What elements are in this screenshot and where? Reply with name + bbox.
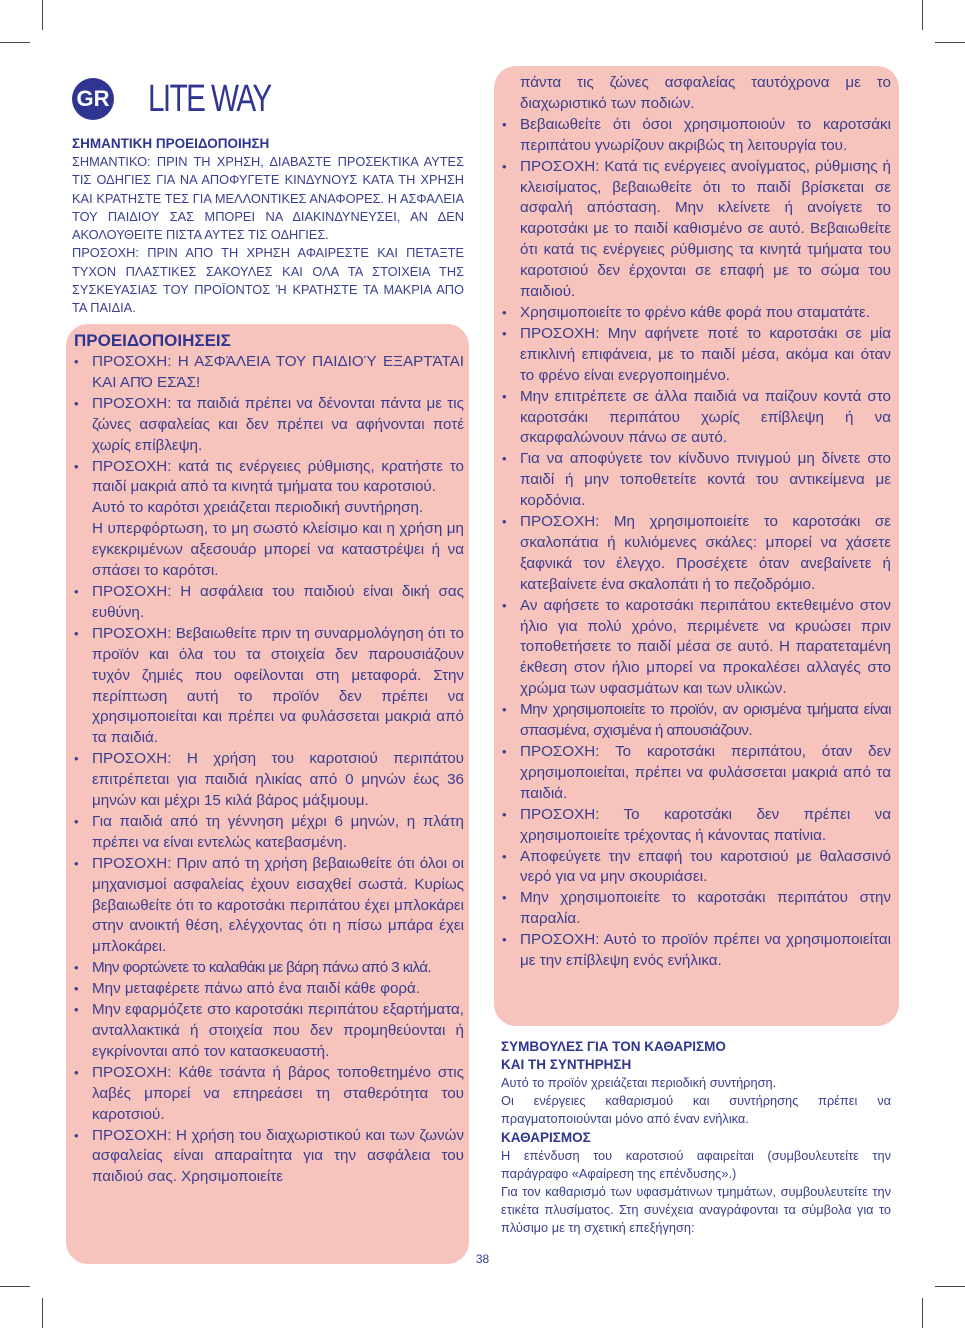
bullet-icon: • — [74, 855, 79, 871]
language-badge: GR — [72, 78, 114, 120]
cleaning-paragraph: Για τον καθαρισμό των υφασμάτινων τμημάτων, συμβουλευτείτε την ετικέτα πλυσίματος. Στη συνέχεια αναγράφονται τα σύμβολα για το πλύσιμο με τη σχετική επεξήγηση: — [501, 1184, 891, 1236]
warning-text: ΠΡΟΣΟΧΗ: Η χρήση του καροτσιού περιπάτου επιτρέπεται για παιδιά ηλικίας από 0 μηνών έως 36 μηνών και μέχρι 15 κιλά βάρος μάξιμουμ. — [92, 750, 464, 810]
crop-mark — [0, 42, 30, 43]
warning-text: Μην χρησιμοποιείτε το προϊόν, αν ορισμένα τμήματα είναι σπασμένα, σχισμένα ή απουσιάζουν. — [520, 701, 891, 740]
warning-item-continued — [502, 73, 891, 115]
crop-mark — [922, 1298, 923, 1328]
warning-text: ΠΡΟΣΟΧΗ: τα παιδιά πρέπει να δένονται πάντα με τις ζώνες ασφαλείας και δεν πρέπει να αφήνονται ποτέ χωρίς επίβλεψη. — [92, 394, 464, 454]
warning-item — [502, 303, 891, 324]
bullet-icon: • — [502, 325, 507, 341]
warning-item — [502, 157, 891, 303]
bullet-icon: • — [74, 583, 79, 599]
warning-item — [74, 1063, 464, 1126]
bullet-icon: • — [74, 751, 79, 767]
cleaning-section — [501, 1038, 891, 1238]
warning-text: Μην μεταφέρετε πάνω από ένα παιδί κάθε φορά. — [92, 980, 421, 998]
warning-item — [74, 582, 464, 624]
warning-item — [502, 115, 891, 157]
warning-text: Μην φορτώνετε το καλαθάκι με βάρη πάνω από 3 κιλά. — [92, 959, 432, 977]
warning-item — [502, 847, 891, 889]
warning-text: ΠΡΟΣΟΧΗ: Μη χρησιμοποιείτε το καροτσάκι σε σκαλοπάτια ή κυλιόμενες σκάλες: μπορεί να χάσετε ξαφνικά τον έλεγχο. Προσέχετε όταν ανεβαίνετε ή κατεβαίνετε ένα σκαλοπάτι ή το πεζοδρόμιο. — [520, 513, 891, 593]
warning-text: Για να αποφύγετε τον κίνδυνο πνιγμού μη δίνετε στο παιδί ή μην τοποθετείτε κοντά του αντικείμενα με κορδόνια. — [520, 450, 891, 510]
important-notice-paragraph: ΣΗΜΑΝΤΙΚΟ: ΠΡΙΝ ΤΗ ΧΡΗΣΗ, ΔΙΑΒΑΣΤΕ ΠΡΟΣΕΚΤΙΚΑ ΑΥΤΕΣ ΤΙΣ ΟΔΗΓΙΕΣ ΓΙΑ ΝΑ ΑΠΟΦΥΓΕΤΕ ΚΙΝΔΥΝΟΥΣ ΚΑΤΑ ΤΗ ΧΡΗΣΗ ΚΑΙ ΚΡΑΤΗΣΤΕ ΤΕΣ ΓΙΑ ΜΕΛΛΟΝΤΙΚΕΣ ΑΝΑΦΟΡΕΣ. Η ΑΣΦΑΛΕΙΑ ΤΟΥ ΠΑΙΔΙΟΥ ΣΑΣ ΜΠΟΡΕΙ ΝΑ ΔΙΑΚΙΝΔΥΝΕΥΣΕΙ, ΑΝ ΔΕΝ ΑΚΟΛΟΥΘΕΙΤΕ ΠΙΣΤΑ ΑΥΤΕΣ ΤΙΣ ΟΔΗΓΙΕΣ. — [72, 154, 464, 243]
warning-text: ΠΡΟΣΟΧΗ: Πριν από τη χρήση βεβαιωθείτε ότι όλοι οι μηχανισμοί ασφαλείας έχουν εισαχθεί σωστά. Κυρίως βεβαιωθείτε ότι το καροτσάκι περιπάτου έχει μπλοκάρει στην ανοικτή θέση, ελέγχοντας ότι η πίσω μπάρα έχει μπλοκάρει. — [92, 854, 464, 956]
warning-item — [502, 596, 891, 701]
warning-item — [502, 387, 891, 450]
warning-item — [502, 449, 891, 512]
warnings-list-left — [74, 352, 464, 1188]
warning-text: ΠΡΟΣΟΧΗ: Η ασφάλεια του παιδιού είναι δική σας ευθύνη. — [92, 582, 464, 621]
bullet-icon: • — [74, 813, 79, 829]
warning-item — [502, 700, 891, 742]
bullet-icon: • — [502, 304, 507, 320]
warning-text: ΠΡΟΣΟΧΗ: Η ΑΣΦΆΛΕΙΑ ΤΟΥ ΠΑΙΔΙΟΎ ΕΞΑΡΤΆΤΑΙ ΚΑΙ ΑΠΌ ΕΣΆΣ! — [92, 353, 464, 391]
bullet-icon: • — [74, 625, 79, 641]
warning-text: Αν αφήσετε το καροτσάκι περιπάτου εκτεθειμένο στον ήλιο για πολύ χρόνο, περιμένετε να κρυώσει πριν τοποθετήσετε το παιδί μέσα σε αυτό. Η παρατεταμένη έκθεση στον ήλιο μπορεί να προκαλέσει αλλαγές στο χρώμα των υφασμάτων και των υλικών. — [520, 596, 891, 698]
bullet-icon: • — [502, 932, 507, 948]
important-notice-paragraph: ΠΡΟΣΟΧΗ: ΠΡΙΝ ΑΠΟ ΤΗ ΧΡΗΣΗ ΑΦΑΙΡΕΣΤΕ ΚΑΙ ΠΕΤΑΞΤΕ ΤΥΧΟΝ ΠΛΑΣΤΙΚΕΣ ΣΑΚΟΥΛΕΣ ΚΑΙ ΟΛΑ ΤΑ ΣΤΟΙΧΕΙΑ ΤΗΣ ΣΥΣΚΕΥΑΣΙΑΣ ΤΟΥ ΠΡΟΪΟΝΤΟΣ Ή ΚΡΑΤΗΣΤΕ ΤΑ ΜΑΚΡΙΑ ΑΠΟ ΤΑ ΠΑΙΔΙΑ. — [72, 245, 464, 316]
bullet-icon: • — [502, 806, 507, 822]
warning-text: πάντα τις ζώνες ασφαλείας ταυτόχρονα με το διαχωριστικό των ποδιών. — [520, 74, 891, 112]
warning-item — [74, 394, 464, 457]
warning-text: ΠΡΟΣΟΧΗ: Η χρήση του διαχωριστικού και των ζωνών ασφαλείας είναι απαραίτητα για την ασφάλεια του παιδιού σας. Χρησιμοποιείτε — [92, 1126, 464, 1186]
bullet-icon: • — [74, 1064, 79, 1080]
bullet-icon: • — [502, 158, 507, 174]
bullet-icon: • — [502, 514, 507, 530]
warning-text: ΠΡΟΣΟΧΗ: Αυτό το προϊόν πρέπει να χρησιμοποιείται με την επίβλεψη ενός ενήλικα. — [520, 931, 891, 970]
cleaning-heading: ΣΥΜΒΟΥΛΕΣ ΓΙΑ ΤΟΝ ΚΑΘΑΡΙΣΜΟ — [501, 1039, 726, 1054]
crop-mark — [42, 1298, 43, 1328]
cleaning-paragraph: Οι ενέργειες καθαρισμού και συντήρησης πρέπει να πραγματοποιούνται μόνο από έναν ενήλικα. — [501, 1093, 891, 1127]
crop-mark — [0, 1286, 30, 1287]
crop-mark — [42, 0, 43, 30]
warning-text: Βεβαιωθείτε ότι όσοι χρησιμοποιούν το καροτσάκι περιπάτου γνωρίζουν ακριβώς τη λειτουργία του. — [520, 115, 891, 154]
warning-item — [74, 958, 464, 979]
warning-text-continuation: Η υπερφόρτωση, το μη σωστό κλείσιμο και η χρήση μη εγκεκριμένων αξεσουάρ μπορεί να καταστρέψει ή να σπάσει το καρότσι. — [92, 520, 464, 580]
warning-text: ΠΡΟΣΟΧΗ: Κατά τις ενέργειες ανοίγματος, ρύθμισης ή κλεισίματος, βεβαιωθείτε ότι το παιδί βρίσκεται σε ασφαλή απόσταση. Μην κλείνετε ή ανοίγετε το καροτσάκι με το παιδί καθισμένο σε αυτό. Βεβαιωθείτε ότι κατά τις ενέργειες ρύθμισης τα κινητά τμήματα του καροτσιού δεν έρχονται σε επαφή με το σώμα του παιδιού. — [520, 157, 891, 301]
bullet-icon: • — [502, 597, 507, 613]
important-notice-heading: ΣΗΜΑΝΤΙΚΗ ΠΡΟΕΙΔΟΠΟΙΗΣΗ — [72, 136, 270, 151]
warning-item — [74, 749, 464, 812]
cleaning-paragraph: Αυτό το προϊόν χρειάζεται περιοδική συντήρηση. — [501, 1075, 777, 1090]
warning-text: Μην χρησιμοποιείτε το καροτσάκι περιπάτου στην παραλία. — [520, 889, 891, 928]
page-number: 38 — [475, 1252, 490, 1266]
bullet-icon: • — [502, 890, 507, 906]
warning-text: Χρησιμοποιείτε το φρένο κάθε φορά που σταματάτε. — [520, 303, 870, 321]
warning-text: ΠΡΟΣΟΧΗ: Κάθε τσάντα ή βάρος τοποθετημένο στις λαβές μπορεί να επηρεάσει τη σταθερότητα του καροτσιού. — [92, 1063, 464, 1123]
important-notice — [72, 136, 464, 318]
cleaning-heading: ΚΑΙ ΤΗ ΣΥΝΤΗΡΗΣΗ — [501, 1057, 632, 1072]
bullet-icon: • — [74, 458, 79, 474]
warning-item — [74, 624, 464, 749]
bullet-icon: • — [74, 395, 79, 411]
warning-item — [502, 742, 891, 805]
bullet-icon: • — [74, 1127, 79, 1143]
warning-text: ΠΡΟΣΟΧΗ: κατά τις ενέργειες ρύθμισης, κρατήστε το παιδί μακριά από τα κινητά τμήματα του καροτσιού. — [92, 457, 464, 496]
warning-item — [74, 352, 464, 394]
cleaning-subheading: ΚΑΘΑΡΙΣΜΟΣ — [501, 1129, 591, 1145]
warning-text: ΠΡΟΣΟΧΗ: Το καροτσάκι περιπάτου, όταν δεν χρησιμοποιείται, πρέπει να φυλάσσεται μακριά από τα παιδιά. — [520, 743, 891, 802]
crop-mark — [935, 42, 965, 43]
cleaning-paragraph: Η επένδυση του καροτσιού αφαιρείται (συμβουλευτείτε την παράγραφο «Αφαίρεση της επένδυσης».) — [501, 1147, 891, 1181]
warning-item — [74, 1126, 464, 1189]
crop-mark — [935, 1286, 965, 1287]
warning-item — [74, 979, 464, 1000]
warning-item — [502, 930, 891, 972]
warning-text: Μην επιτρέπετε σε άλλα παιδιά να παίζουν κοντά στο καροτσάκι περιπάτου χωρίς επίβλεψη ή να σκαρφαλώνουν πάνω σε αυτό. — [520, 387, 891, 447]
bullet-icon: • — [502, 744, 507, 759]
bullet-icon: • — [74, 354, 79, 369]
warnings-list-right — [502, 73, 891, 972]
warning-item — [502, 324, 891, 387]
bullet-icon: • — [74, 960, 79, 976]
bullet-icon: • — [74, 1002, 79, 1018]
bullet-icon: • — [502, 702, 507, 718]
warning-item — [74, 854, 464, 959]
bullet-icon: • — [502, 388, 507, 404]
warning-text: ΠΡΟΣΟΧΗ: Το καροτσάκι δεν πρέπει να χρησιμοποιείτε τρέχοντας ή κάνοντας πατίνια. — [520, 805, 891, 844]
warning-text: Για παιδιά από τη γέννηση μέχρι 6 μηνών, η πλάτη πρέπει να είναι εντελώς κατεβασμένη. — [92, 812, 464, 851]
warning-text-continuation: Αυτό το καρότσι χρειάζεται περιοδική συντήρηση. — [92, 499, 424, 517]
warning-text: Μην εφαρμόζετε στο καροτσάκι περιπάτου εξαρτήματα, ανταλλακτικά ή στοιχεία που δεν προμηθεύονται ή εγκρίνονται από τον κατασκευαστή. — [92, 1001, 464, 1060]
bullet-icon: • — [502, 848, 507, 864]
warning-item — [502, 805, 891, 847]
warning-text: ΠΡΟΣΟΧΗ: Μην αφήνετε ποτέ το καροτσάκι σε μία επικλινή επιφάνεια, με το παιδί μέσα, ακόμα και όταν το φρένο είναι ενεργοποιημένο. — [520, 324, 891, 384]
warning-item — [502, 512, 891, 596]
product-title: LITE WAY — [148, 77, 271, 120]
warning-item — [74, 812, 464, 854]
warning-item — [74, 457, 464, 582]
warnings-title: ΠΡΟΕΙΔΟΠΟΙΗΣΕΙΣ — [74, 331, 231, 350]
warning-item — [502, 888, 891, 930]
warning-text: ΠΡΟΣΟΧΗ: Βεβαιωθείτε πριν τη συναρμολόγηση ότι το προϊόν και όλα του τα στοιχεία δεν παρουσιάζουν τυχόν ζημιές που οφείλονται στη μεταφορά. Στην περίπτωση αυτή το προϊόν δεν πρέπει να χρησιμοποιείται και πρέπει να φυλάσσεται μακριά από τα παιδιά. — [92, 624, 464, 747]
bullet-icon: • — [74, 981, 79, 997]
warning-text: Αποφεύγετε την επαφή του καροτσιού με θαλασσινό νερό για να μην σκουριάσει. — [520, 847, 891, 886]
warning-item — [74, 1000, 464, 1063]
crop-mark — [922, 0, 923, 30]
bullet-icon: • — [502, 116, 507, 132]
page-header — [72, 78, 305, 120]
bullet-icon: • — [502, 451, 507, 467]
